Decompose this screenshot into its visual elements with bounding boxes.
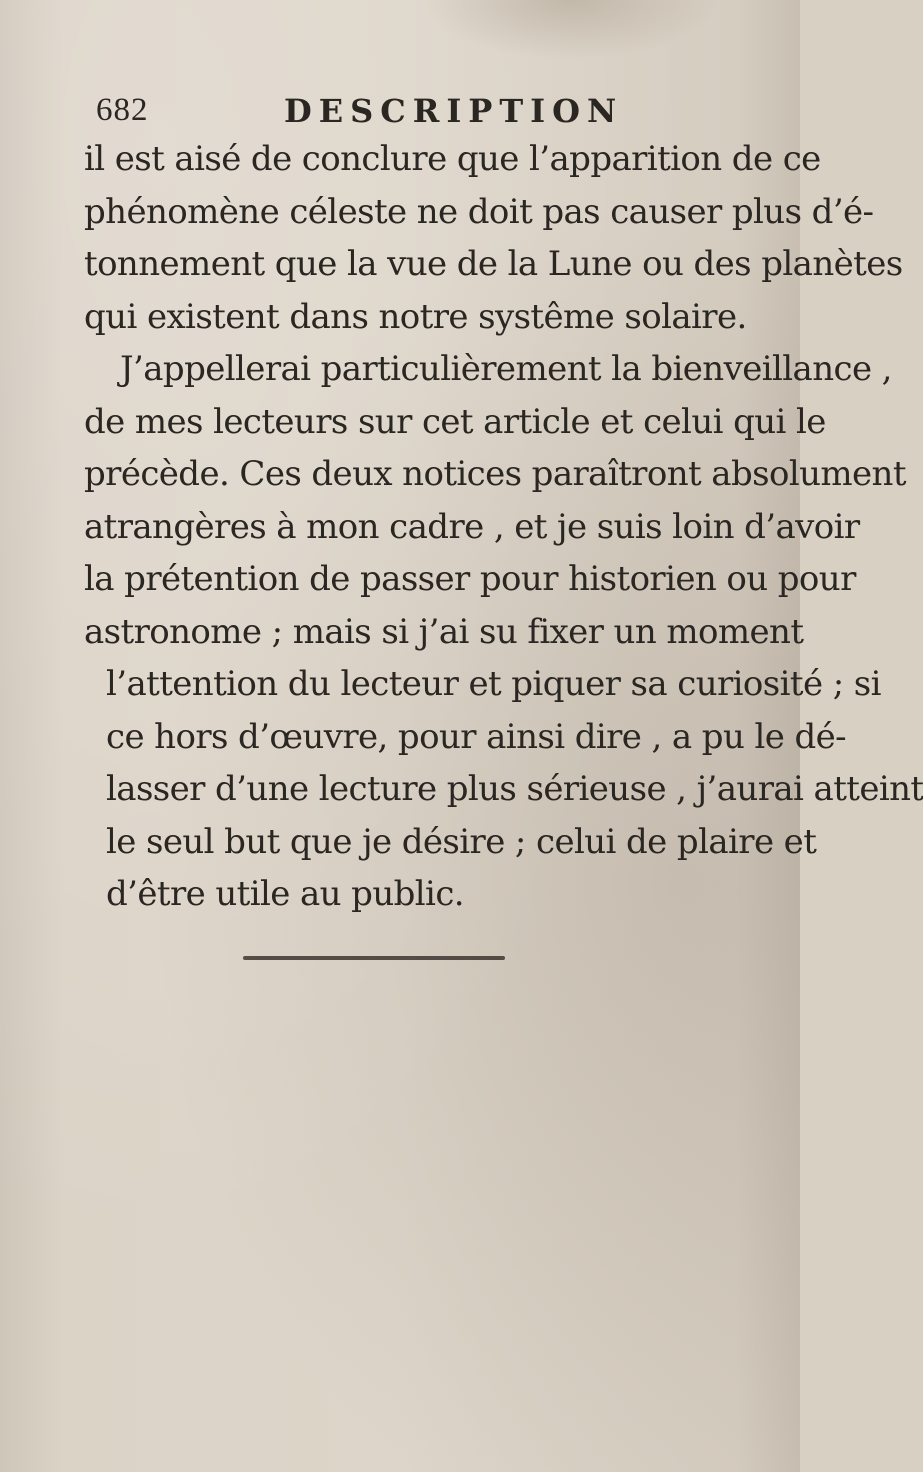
- text-line: le seul but que je désire ; celui de plaire et: [106, 821, 817, 862]
- text-line: précède. Ces deux notices paraîtront absolument: [84, 454, 906, 494]
- text-line: qui existent dans notre systême solaire.: [84, 296, 747, 337]
- text-line: l’attention du lecteur et piquer sa curiosité ; si: [106, 664, 881, 704]
- body-text: [84, 133, 923, 921]
- text-line: tonnement que la vue de la Lune ou des planètes: [84, 244, 903, 284]
- paper-stain: [420, 0, 720, 60]
- text-line: il est aisé de conclure que l’apparition de ce: [84, 139, 821, 179]
- text-line: phénomène céleste ne doit pas causer plus d’é-: [84, 191, 874, 232]
- page-number: 682: [96, 92, 149, 128]
- text-line: la prétention de passer pour historien ou pour: [84, 559, 856, 599]
- text-line: d’être utile au public.: [106, 874, 464, 914]
- paragraph-first-line: J’appellerai particulièrement la bienveillance ,: [120, 349, 892, 389]
- text-line: astronome ; mais si j’ai su fixer un moment: [84, 611, 804, 652]
- text-line: de mes lecteurs sur cet article et celui qui le: [84, 401, 826, 442]
- text-line: lasser d’une lecture plus sérieuse , j’aurai atteint: [106, 769, 923, 809]
- text-line: atrangères à mon cadre , et je suis loin d’avoir: [84, 506, 860, 547]
- page-header: [96, 88, 736, 138]
- running-head: DESCRIPTION: [284, 92, 624, 130]
- end-rule-divider: [243, 956, 505, 960]
- text-line: ce hors d’œuvre, pour ainsi dire , a pu le dé-: [106, 716, 847, 757]
